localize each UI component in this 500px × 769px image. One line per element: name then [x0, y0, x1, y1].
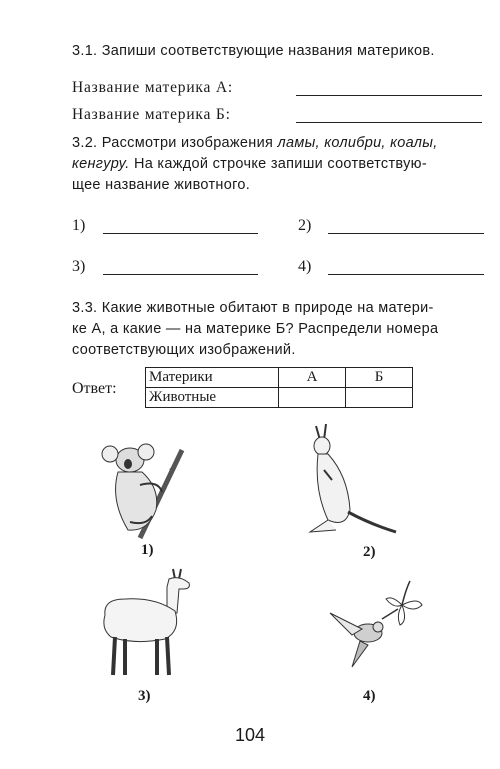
task-3-2-text: [72, 133, 492, 196]
task-text-part: ке А, а какие — на материке Б? Распредели номера: [72, 321, 439, 337]
slot-3-answer-line[interactable]: [103, 274, 258, 275]
llama-icon: [95, 565, 200, 680]
slot-2-label: 2): [298, 217, 312, 234]
task-text-part: щее название животного.: [72, 177, 251, 193]
image-1-caption: 1): [141, 542, 154, 558]
continent-a-label: Название материка А:: [72, 79, 233, 96]
page-number: 104: [234, 725, 266, 745]
hummingbird-icon: [322, 575, 432, 680]
task-3-3-text: [72, 298, 492, 361]
image-3-caption: 3): [138, 688, 151, 704]
answer-label: Ответ:: [72, 380, 117, 397]
task-3-1-heading: [72, 41, 435, 62]
slot-4-label: 4): [298, 258, 312, 275]
slot-4-answer-line[interactable]: [328, 274, 484, 275]
header-continents: Материки: [146, 368, 279, 388]
task-text: Запиши соответствующие названия материков.: [101, 43, 435, 59]
slot-3-label: 3): [72, 258, 86, 275]
task-number: 3.3.: [72, 300, 98, 316]
task-text-part: Какие животные обитают в природе на матери-: [101, 300, 434, 316]
image-4-caption: 4): [363, 688, 376, 704]
slot-1-label: 1): [72, 217, 86, 234]
slot-1-answer-line[interactable]: [103, 233, 258, 234]
koala-icon: [100, 440, 190, 540]
animal-names-cont: кенгуру.: [72, 156, 130, 172]
continent-b-answer-line[interactable]: [296, 122, 482, 123]
task-text-part: соответствующих изображений.: [72, 342, 296, 358]
header-continent-b: Б: [346, 368, 413, 388]
task-text-part: Рассмотри изображения: [101, 135, 274, 151]
answer-table-animals-row: [146, 388, 413, 408]
row-label-animals: Животные: [146, 388, 279, 408]
answer-cell-a[interactable]: [279, 388, 346, 408]
image-2-caption: 2): [363, 544, 376, 560]
task-text-part: На каждой строчке запиши соответствую-: [133, 156, 427, 172]
task-number: 3.1.: [72, 43, 98, 59]
task-number: 3.2.: [72, 135, 98, 151]
continent-a-answer-line[interactable]: [296, 95, 482, 96]
answer-cell-b[interactable]: [346, 388, 413, 408]
animal-names: ламы, колибри, коалы,: [277, 135, 438, 151]
header-continent-a: А: [279, 368, 346, 388]
continent-b-label: Название материка Б:: [72, 106, 231, 123]
kangaroo-icon: [300, 420, 400, 540]
slot-2-answer-line[interactable]: [328, 233, 484, 234]
answer-table: [145, 367, 413, 408]
answer-table-header-row: [146, 368, 413, 388]
